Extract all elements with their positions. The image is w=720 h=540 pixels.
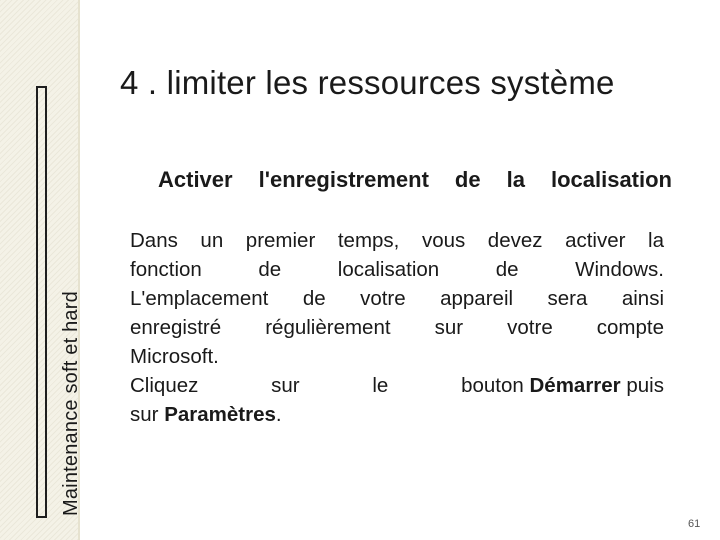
body-line-6-word-3: le [372, 374, 389, 397]
body-text [130, 226, 664, 429]
vertical-frame [36, 86, 47, 518]
body-line-2: fonction de localisation de Windows. [130, 258, 664, 281]
section-heading: Activer l'enregistrement de la localisation [158, 167, 672, 192]
start-button-term: Démarrer [529, 374, 621, 397]
body-line-7-suffix: . [275, 403, 282, 426]
slide-title: 4 . limiter les ressources système [120, 64, 615, 101]
body-line-6-end: bouton Démarrer puis [461, 374, 664, 397]
body-line-7 [130, 400, 664, 429]
vertical-course-title: Maintenance soft et hard [60, 291, 82, 516]
body-line-1: Dans un premier temps, vous devez activer la [130, 229, 664, 252]
body-line-5: Microsoft. [130, 345, 219, 368]
page-number: 61 [688, 518, 701, 530]
body-line-4: enregistré régulièrement sur votre compte [130, 316, 664, 339]
body-line-6 [130, 371, 664, 400]
body-line-6-word-2: sur [271, 374, 300, 397]
settings-term: Paramètres [164, 403, 276, 426]
body-line-6-word-1: Cliquez [130, 374, 199, 397]
body-line-3: L'emplacement de votre appareil sera ainsi [130, 287, 664, 310]
body-line-7-prefix: sur [130, 403, 165, 426]
